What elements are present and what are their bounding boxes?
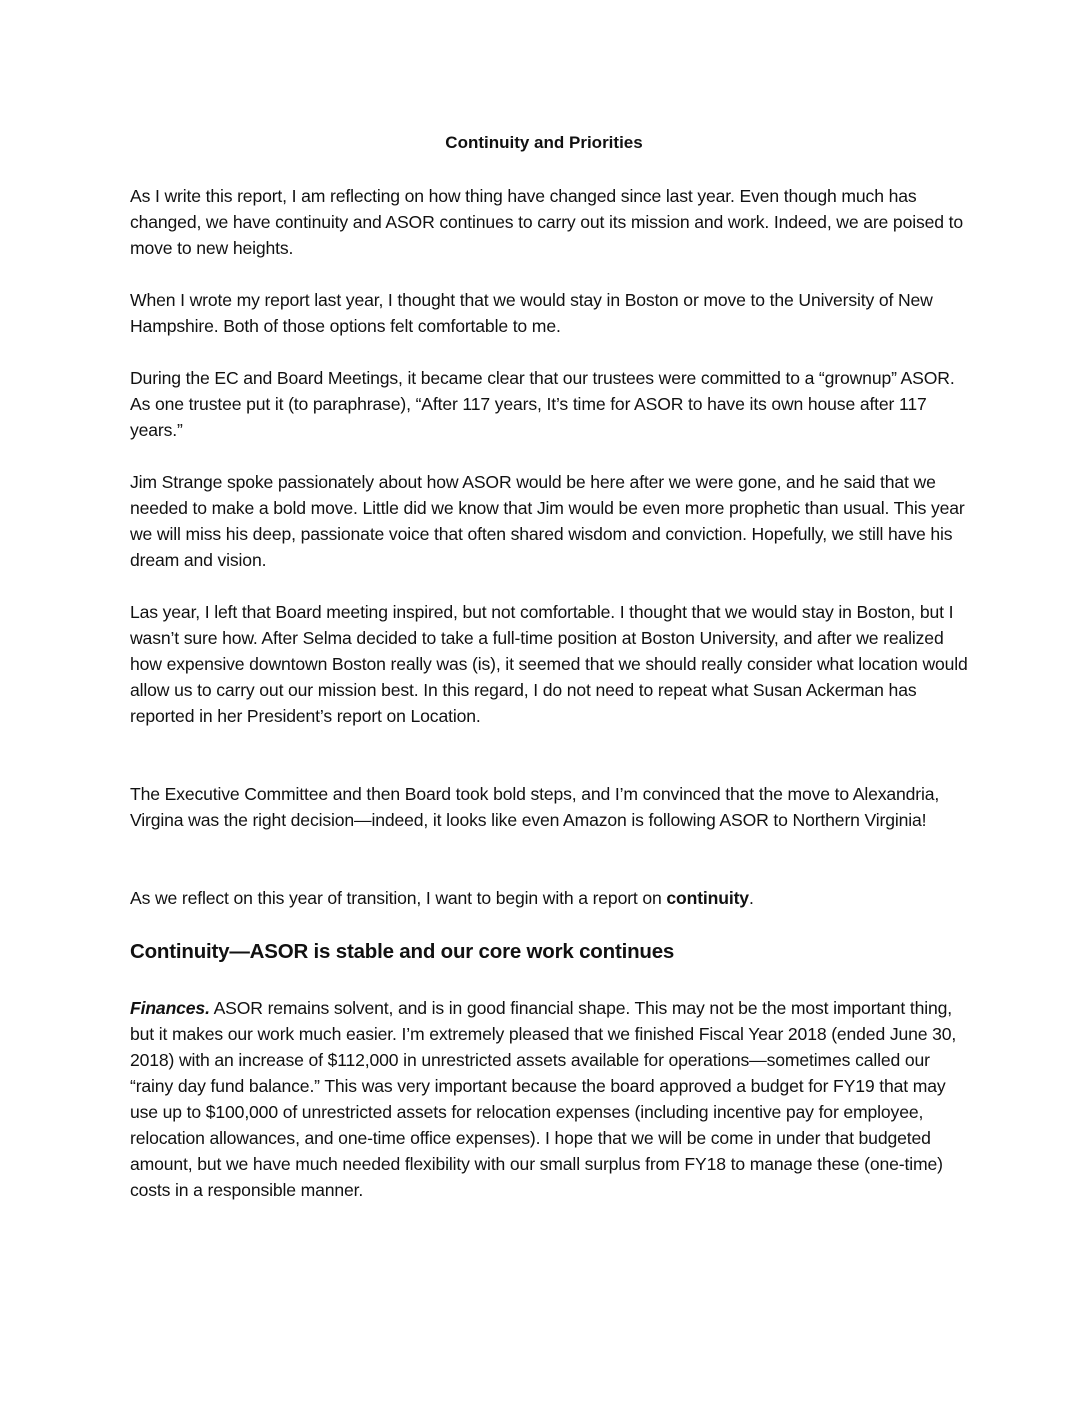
transition-text-after: . bbox=[748, 888, 754, 908]
paragraph-intro: As I write this report, I am reflecting on how thing have changed since last year. Even though much has changed, we have continuity and ASOR continues to carry out its mission and work. Indeed, we are poised to move to new heights. bbox=[130, 186, 963, 258]
paragraph-jim-strange: Jim Strange spoke passionately about how ASOR would be here after we were gone, and he said that we needed to make a bold move. Little did we know that Jim would be even more prophetic than usual. This year we will miss his deep, passionate voice that often shared wisdom and conviction. Hopefully, we still have his dream and vision. bbox=[130, 472, 965, 570]
paragraph-board-meetings: During the EC and Board Meetings, it became clear that our trustees were committed to a “grownup” ASOR. As one trustee put it (to paraphrase), “After 117 years, It’s time for ASOR to have its own house after 117 years.” bbox=[130, 368, 955, 440]
paragraph-location-decision: Las year, I left that Board meeting inspired, but not comfortable. I thought that we would stay in Boston, but I wasn’t sure how. After Selma decided to take a full-time position at Boston University, and after we realized how expensive downtown Boston really was (is), it seemed that we should really consider what location would allow us to carry out our mission best. In this regard, I do not need to repeat what Susan Ackerman has reported in her President’s report on Location. bbox=[130, 602, 968, 726]
section-heading-continuity: Continuity—ASOR is stable and our core work continues bbox=[130, 940, 675, 963]
paragraph-executive-committee: The Executive Committee and then Board took bold steps, and I’m convinced that the move to Alexandria, Virgina was the right decision—indeed, it looks like even Amazon is following ASOR to Northern Virginia! bbox=[130, 784, 940, 830]
paragraph-last-year-report: When I wrote my report last year, I thought that we would stay in Boston or move to the University of New Hampshire. Both of those options felt comfortable to me. bbox=[130, 290, 933, 336]
finances-label: Finances. bbox=[130, 998, 210, 1018]
transition-emphasis: continuity bbox=[666, 888, 749, 908]
transition-text-before: As we reflect on this year of transition, I want to begin with a report on bbox=[130, 888, 667, 908]
document-title: Continuity and Priorities bbox=[445, 133, 643, 152]
paragraph-finances bbox=[130, 995, 968, 1203]
finances-text: ASOR remains solvent, and is in good financial shape. This may not be the most important thing, but it makes our work much easier. I’m extremely pleased that we finished Fiscal Year 2018 (ended June 30, 2018) with an increase of $112,000 in unrestricted assets available for operations—sometimes called our “rainy day fund balance.” This was very important because the board approved a budget for FY19 that may use up to $100,000 of unrestricted assets for relocation expenses (including incentive pay for employee, relocation allowances, and one-time office expenses). I hope that we will be come in under that budgeted amount, but we have much needed flexibility with our small surplus from FY18 to manage these (one-time) costs in a responsible manner. bbox=[130, 998, 957, 1200]
paragraph-transition bbox=[130, 885, 968, 911]
